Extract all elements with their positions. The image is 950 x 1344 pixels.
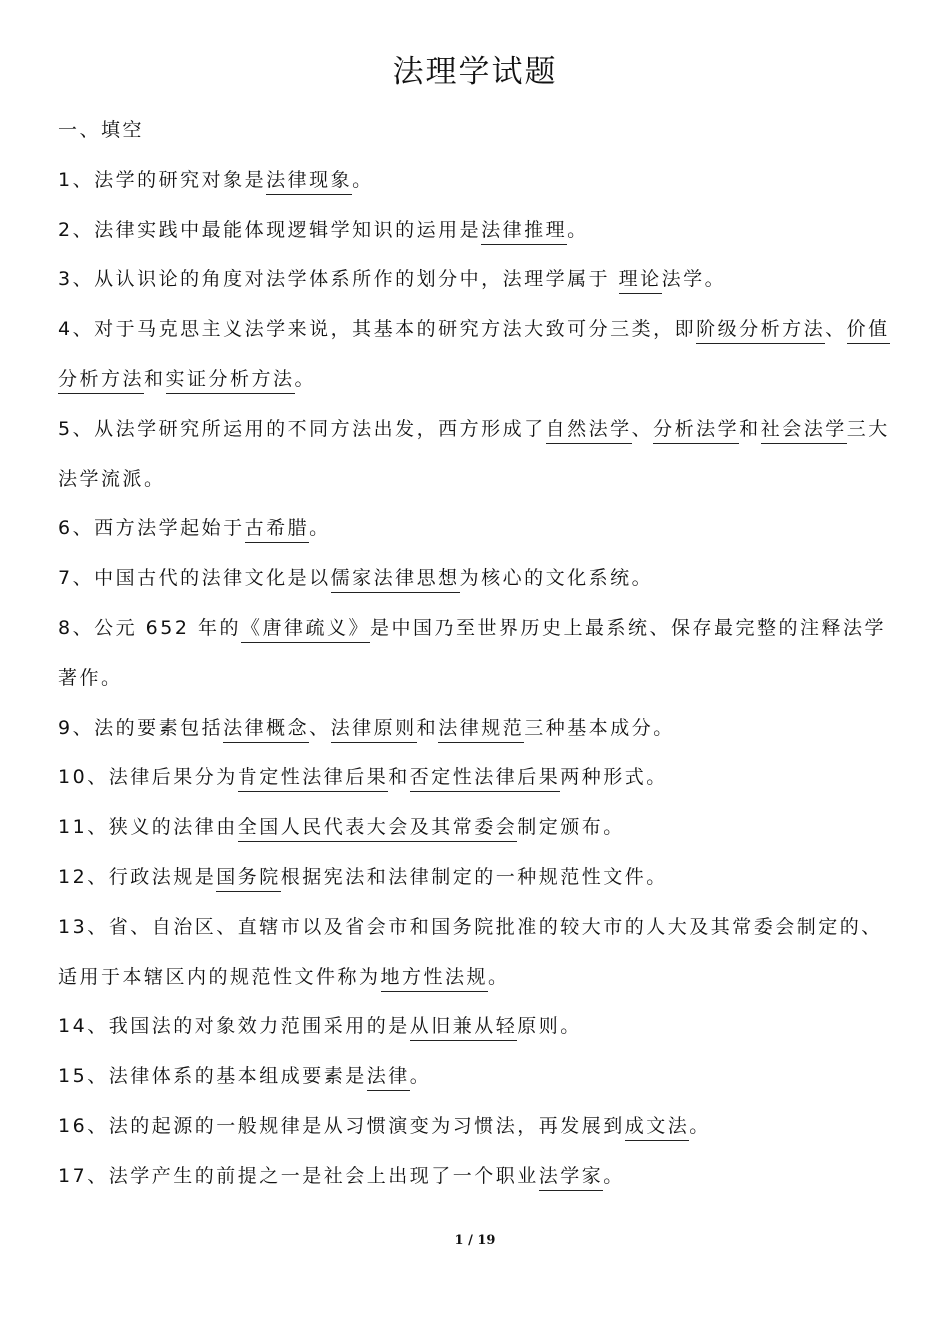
question-text: 法律体系的基本组成要素是: [108, 1065, 367, 1088]
item-separator: 、: [87, 865, 109, 888]
answer-blank: 从旧兼从轻: [410, 1015, 518, 1041]
total-pages: 19: [477, 1233, 496, 1248]
item-number: 2: [58, 218, 73, 241]
fill-blank-item: [58, 903, 898, 1003]
question-text: 省、自治区、直辖市以及省会市和国务院批准的较大市的人大及其常委会制定的、适用于本辖区内的规范性文件称为: [58, 915, 883, 988]
answer-blank: 自然法学: [546, 418, 632, 444]
item-number: 15: [58, 1065, 88, 1088]
item-separator: 、: [72, 218, 95, 241]
fill-blank-item: [58, 305, 898, 405]
question-text: 和: [144, 367, 166, 390]
question-text: 。: [294, 367, 317, 390]
item-number: 7: [58, 567, 73, 590]
fill-blank-item: [58, 156, 898, 206]
answer-blank: 法学家: [539, 1165, 604, 1191]
item-number: 16: [58, 1114, 88, 1137]
question-text: 和: [739, 417, 761, 440]
question-text: 三大法学流派。: [58, 417, 890, 490]
answer-blank: 分析法学: [653, 418, 739, 444]
question-text: 法学产生的前提之一是社会上出现了一个职业: [108, 1164, 539, 1187]
item-separator: 、: [72, 616, 95, 639]
answer-blank: 法律规范: [438, 717, 524, 743]
item-number: 5: [58, 417, 73, 440]
answer-blank: 法律推理: [481, 219, 567, 245]
question-text: 、: [825, 318, 847, 341]
item-number: 10: [58, 766, 88, 789]
fill-blank-item: [58, 504, 898, 554]
answer-blank: 古希腊: [245, 517, 310, 543]
question-text: 法的要素包括: [94, 716, 224, 739]
answer-blank: 价值分析方法: [58, 318, 890, 394]
fill-blank-item: [58, 255, 898, 305]
item-separator: 、: [72, 318, 95, 341]
current-page: 1: [454, 1233, 464, 1248]
answer-blank: 国务院: [216, 866, 281, 892]
item-separator: 、: [72, 567, 95, 590]
item-separator: 、: [72, 168, 95, 191]
item-number: 6: [58, 517, 73, 540]
question-text: 公元 652 年的: [94, 616, 241, 639]
question-text: 制定颁布。: [517, 816, 625, 839]
fill-blank-item: [58, 1052, 898, 1102]
question-text: 法律后果分为: [108, 766, 238, 789]
fill-blank-item: [58, 704, 898, 754]
item-separator: 、: [87, 915, 109, 938]
document-body: [58, 106, 898, 1202]
page-title: 法理学试题: [392, 54, 558, 90]
item-separator: 、: [72, 716, 95, 739]
fill-blank-item: [58, 803, 898, 853]
answer-blank: 成文法: [625, 1115, 690, 1141]
question-text: 法学。: [661, 268, 727, 291]
question-text: 。: [603, 1164, 625, 1187]
question-text: 和: [416, 716, 439, 739]
question-text: 。: [352, 168, 374, 191]
item-separator: 、: [72, 517, 95, 540]
question-text: 法学的研究对象是: [94, 168, 267, 191]
answer-blank: 儒家法律思想: [331, 567, 460, 593]
fill-blank-item: [58, 604, 898, 704]
page-separator: /: [463, 1233, 478, 1248]
question-text: 是中国乃至世界历史上最系统、保存最完整的注释法学著作。: [58, 616, 886, 689]
question-text: 两种形式。: [560, 766, 668, 789]
question-text: 、: [631, 417, 654, 440]
question-text: 和: [388, 766, 410, 789]
question-text: 、: [309, 716, 331, 739]
answer-blank: 《唐律疏义》: [241, 617, 370, 643]
item-separator: 、: [87, 766, 109, 789]
fill-blank-item: [58, 1152, 898, 1202]
item-number: 3: [58, 268, 73, 291]
item-number: 8: [58, 616, 73, 639]
question-text: 原则。: [517, 1015, 582, 1038]
question-text: 。: [689, 1114, 711, 1137]
item-number: 1: [58, 168, 73, 191]
answer-blank: 否定性法律后果: [410, 766, 561, 792]
question-text: 。: [567, 218, 589, 241]
question-text: 。: [488, 965, 510, 988]
item-separator: 、: [87, 1065, 109, 1088]
question-text: 狭义的法律由: [108, 816, 238, 839]
item-separator: 、: [72, 417, 95, 440]
question-text: 三种基本成分。: [524, 716, 675, 739]
question-text: 。: [409, 1065, 432, 1088]
item-number: 11: [58, 816, 88, 839]
item-separator: 、: [87, 816, 109, 839]
fill-blank-item: [58, 753, 898, 803]
question-text: 行政法规是: [108, 865, 217, 888]
question-text: 我国法的对象效力范围采用的是: [108, 1015, 410, 1038]
answer-blank: 阶级分析方法: [696, 318, 825, 344]
item-number: 9: [58, 716, 73, 739]
question-text: 对于马克思主义法学来说，其基本的研究方法大致可分三类，即: [94, 318, 697, 341]
item-separator: 、: [87, 1015, 109, 1038]
item-separator: 、: [87, 1164, 109, 1187]
section-heading: 一、填空: [58, 119, 145, 141]
item-separator: 、: [72, 268, 95, 291]
question-text: 。: [309, 517, 331, 540]
fill-blank-item: [58, 554, 898, 604]
question-text: 法的起源的一般规律是从习惯演变为习惯法，再发展到: [108, 1114, 625, 1137]
fill-blank-item: [58, 405, 898, 505]
item-number: 14: [58, 1015, 88, 1038]
answer-blank: 法律原则: [331, 717, 417, 743]
answer-blank: 法律: [367, 1065, 410, 1091]
answer-blank: 社会法学: [761, 418, 847, 444]
question-text: 从法学研究所运用的不同方法出发，西方形成了: [94, 417, 546, 440]
question-list: [58, 156, 898, 1202]
question-text: 根据宪法和法律制定的一种规范性文件。: [280, 865, 668, 888]
question-text: 西方法学起始于: [94, 517, 245, 540]
item-number: 13: [58, 915, 88, 938]
fill-blank-item: [58, 1002, 898, 1052]
item-separator: 、: [87, 1114, 109, 1137]
item-number: 12: [58, 865, 88, 888]
question-text: 从认识论的角度对法学体系所作的划分中，法理学属于: [94, 268, 619, 291]
page-number: [0, 1233, 950, 1248]
question-text: 中国古代的法律文化是以: [94, 567, 331, 590]
answer-blank: 法律概念: [223, 717, 309, 743]
answer-blank: 理论: [619, 268, 662, 294]
answer-blank: 肯定性法律后果: [238, 766, 389, 792]
answer-blank: 地方性法规: [381, 966, 489, 992]
answer-blank: 法律现象: [266, 169, 352, 195]
fill-blank-item: [58, 1102, 898, 1152]
question-text: 法律实践中最能体现逻辑学知识的运用是: [94, 218, 482, 241]
fill-blank-item: [58, 206, 898, 256]
answer-blank: 实证分析方法: [166, 368, 295, 394]
item-number: 4: [58, 318, 73, 341]
fill-blank-item: [58, 853, 898, 903]
answer-blank: 全国人民代表大会及其常委会: [238, 816, 518, 842]
question-text: 为核心的文化系统。: [459, 567, 654, 590]
item-number: 17: [58, 1164, 88, 1187]
